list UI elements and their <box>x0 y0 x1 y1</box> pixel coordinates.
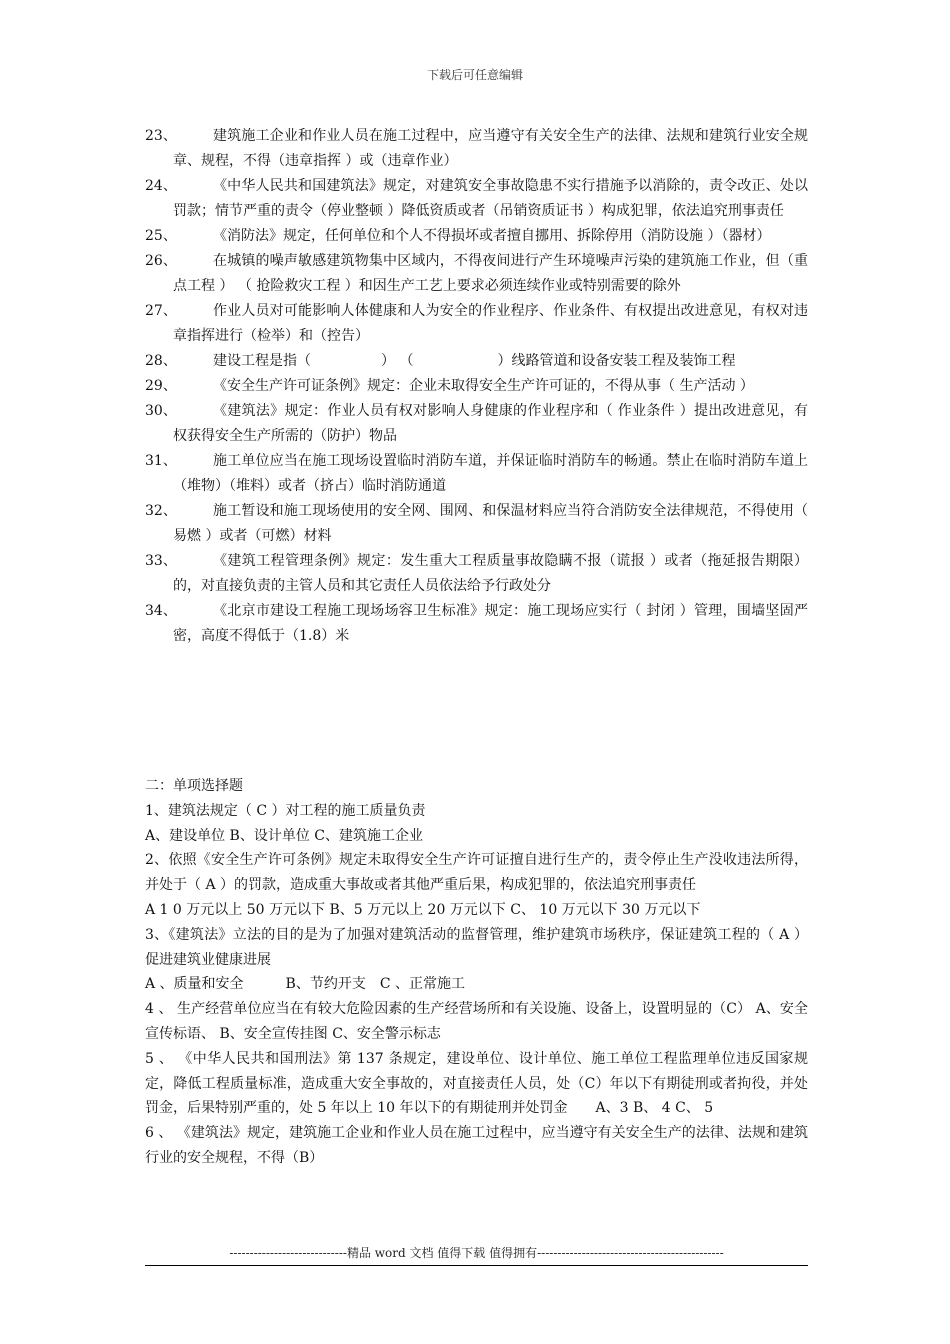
question-number: 32、 <box>145 503 177 519</box>
question-item <box>145 249 808 299</box>
question-text: 建设工程是指（ ） （ ）线路管道和设备安装工程及装饰工程 <box>213 353 736 369</box>
question-text: 《北京市建设工程施工现场场容卫生标准》规定：施工现场应实行（ 封闭 ）管理，围墙坚固严密，高度不得低于（1.8）米 <box>173 603 808 644</box>
question-text: 《中华人民共和国建筑法》规定，对建筑安全事故隐患不实行措施予以消除的，责令改正、处以罚款；情节严重的责令（停业整顿 ）降低资质或者（吊销资质证书 ）构成犯罪，依法追究刑事责任 <box>173 178 808 219</box>
section-lines <box>145 799 808 1171</box>
section-line: A 、质量和安全 B、节约开支 C 、正常施工 <box>145 976 466 993</box>
question-number: 34、 <box>145 603 177 619</box>
section-line: A、建设单位 B、设计单位 C、建筑施工企业 <box>145 827 424 844</box>
question-item <box>145 349 808 374</box>
footer-rule <box>145 1265 808 1266</box>
question-text: 在城镇的噪声敏感建筑物集中区域内，不得夜间进行产生环境噪声污染的建筑施工作业，但（重点工程 ） （ 抢险救灾工程 ）和因生产工艺上要求必须连续作业或特别需要的除外 <box>173 253 808 294</box>
question-number: 27、 <box>145 303 177 319</box>
section-line: 4 、 生产经营单位应当在有较大危险因素的生产经营场所和有关设施、设备上，设置明显的（C） A、安全宣传标语、 B、安全宣传挂图 C、安全警示标志 <box>145 1001 808 1042</box>
question-text: 《消防法》规定，任何单位和个人不得损坏或者擅自挪用、拆除停用（消防设施 ）（器材） <box>213 228 771 244</box>
question-item <box>145 224 808 249</box>
section-line: 6 、 《建筑法》规定，建筑施工企业和作业人员在施工过程中，应当遵守有关安全生产的法律、法规和建筑行业的安全规程，不得（B） <box>145 1125 808 1166</box>
footer-text: -----------------------------精品 word 文档 值得下载 值得拥有---------------------------------------------- <box>229 1246 724 1260</box>
question-number: 30、 <box>145 403 177 419</box>
question-text: 施工暂设和施工现场使用的安全网、围网、和保温材料应当符合消防安全法律规范，不得使用（ 易燃 ）或者（可燃）材料 <box>173 503 808 544</box>
question-text: 作业人员对可能影响人体健康和人为安全的作业程序、作业条件、有权提出改进意见，有权对违章指挥进行（检举）和（控告） <box>173 303 808 344</box>
section-line: 5 、 《中华人民共和国刑法》第 137 条规定，建设单位、设计单位、施工单位工程监理单位违反国家规定，降低工程质量标准，造成重大安全事故的，对直接责任人员，处（C）年以下有期徒刑或者拘役，并处罚金，后果特别严重的，处 5 年以上 10 年以下的有期徒刑并处罚金 A、3 B、 4 C、 5 <box>145 1050 808 1117</box>
question-item <box>145 374 808 399</box>
question-number: 26、 <box>145 253 177 269</box>
question-item <box>145 399 808 449</box>
question-number: 33、 <box>145 553 177 569</box>
question-text: 《建筑工程管理条例》规定：发生重大工程质量事故隐瞒不报（谎报 ）或者（拖延报告期限）的，对直接负责的主管人员和其它责任人员依法给予行政处分 <box>173 553 808 594</box>
fill-in-list <box>145 124 808 649</box>
question-text: 《建筑法》规定：作业人员有权对影响人身健康的作业程序和（ 作业条件 ）提出改进意见，有权获得安全生产所需的（防护）物品 <box>173 403 808 444</box>
question-number: 25、 <box>145 228 177 244</box>
single-choice-section <box>145 774 808 1171</box>
page-header: 下载后可任意编辑 <box>426 68 523 82</box>
question-item <box>145 599 808 649</box>
section-line: A 1 0 万元以上 50 万元以下 B、5 万元以上 20 万元以下 C、 10 万元以下 30 万元以下 <box>145 901 701 918</box>
question-number: 23、 <box>145 128 177 144</box>
section-title: 二：单项选择题 <box>145 778 243 794</box>
section-line: 1、建筑法规定（ C ）对工程的施工质量负责 <box>145 802 426 819</box>
question-text: 《安全生产许可证条例》规定：企业未取得安全生产许可证的，不得从事（ 生产活动 ） <box>213 378 754 394</box>
question-item <box>145 449 808 499</box>
question-item <box>145 499 808 549</box>
section-line: 2、依照《安全生产许可条例》规定未取得安全生产许可证擅自进行生产的，责令停止生产没收违法所得，并处于（ A ）的罚款，造成重大事故或者其他严重后果，构成犯罪的，依法追究刑事责任 <box>145 852 808 894</box>
question-number: 29、 <box>145 378 177 394</box>
question-text: 施工单位应当在施工现场设置临时消防车道，并保证临时消防车的畅通。禁止在临时消防车道上（堆物）（堆料）或者（挤占）临时消防通道 <box>173 453 808 494</box>
question-item <box>145 549 808 599</box>
page-footer <box>145 1244 808 1266</box>
question-text: 建筑施工企业和作业人员在施工过程中，应当遵守有关安全生产的法律、法规和建筑行业安全规章、规程，不得（违章指挥 ）或（违章作业） <box>173 128 808 169</box>
section-line: 3、《建筑法》立法的目的是为了加强对建筑活动的监督管理，维护建筑市场秩序，保证建筑工程的（ A ）促进建筑业健康进展 <box>145 926 808 968</box>
question-item <box>145 124 808 174</box>
question-item <box>145 174 808 224</box>
question-number: 28、 <box>145 353 177 369</box>
question-number: 24、 <box>145 178 177 194</box>
question-number: 31、 <box>145 453 177 469</box>
question-item <box>145 299 808 349</box>
